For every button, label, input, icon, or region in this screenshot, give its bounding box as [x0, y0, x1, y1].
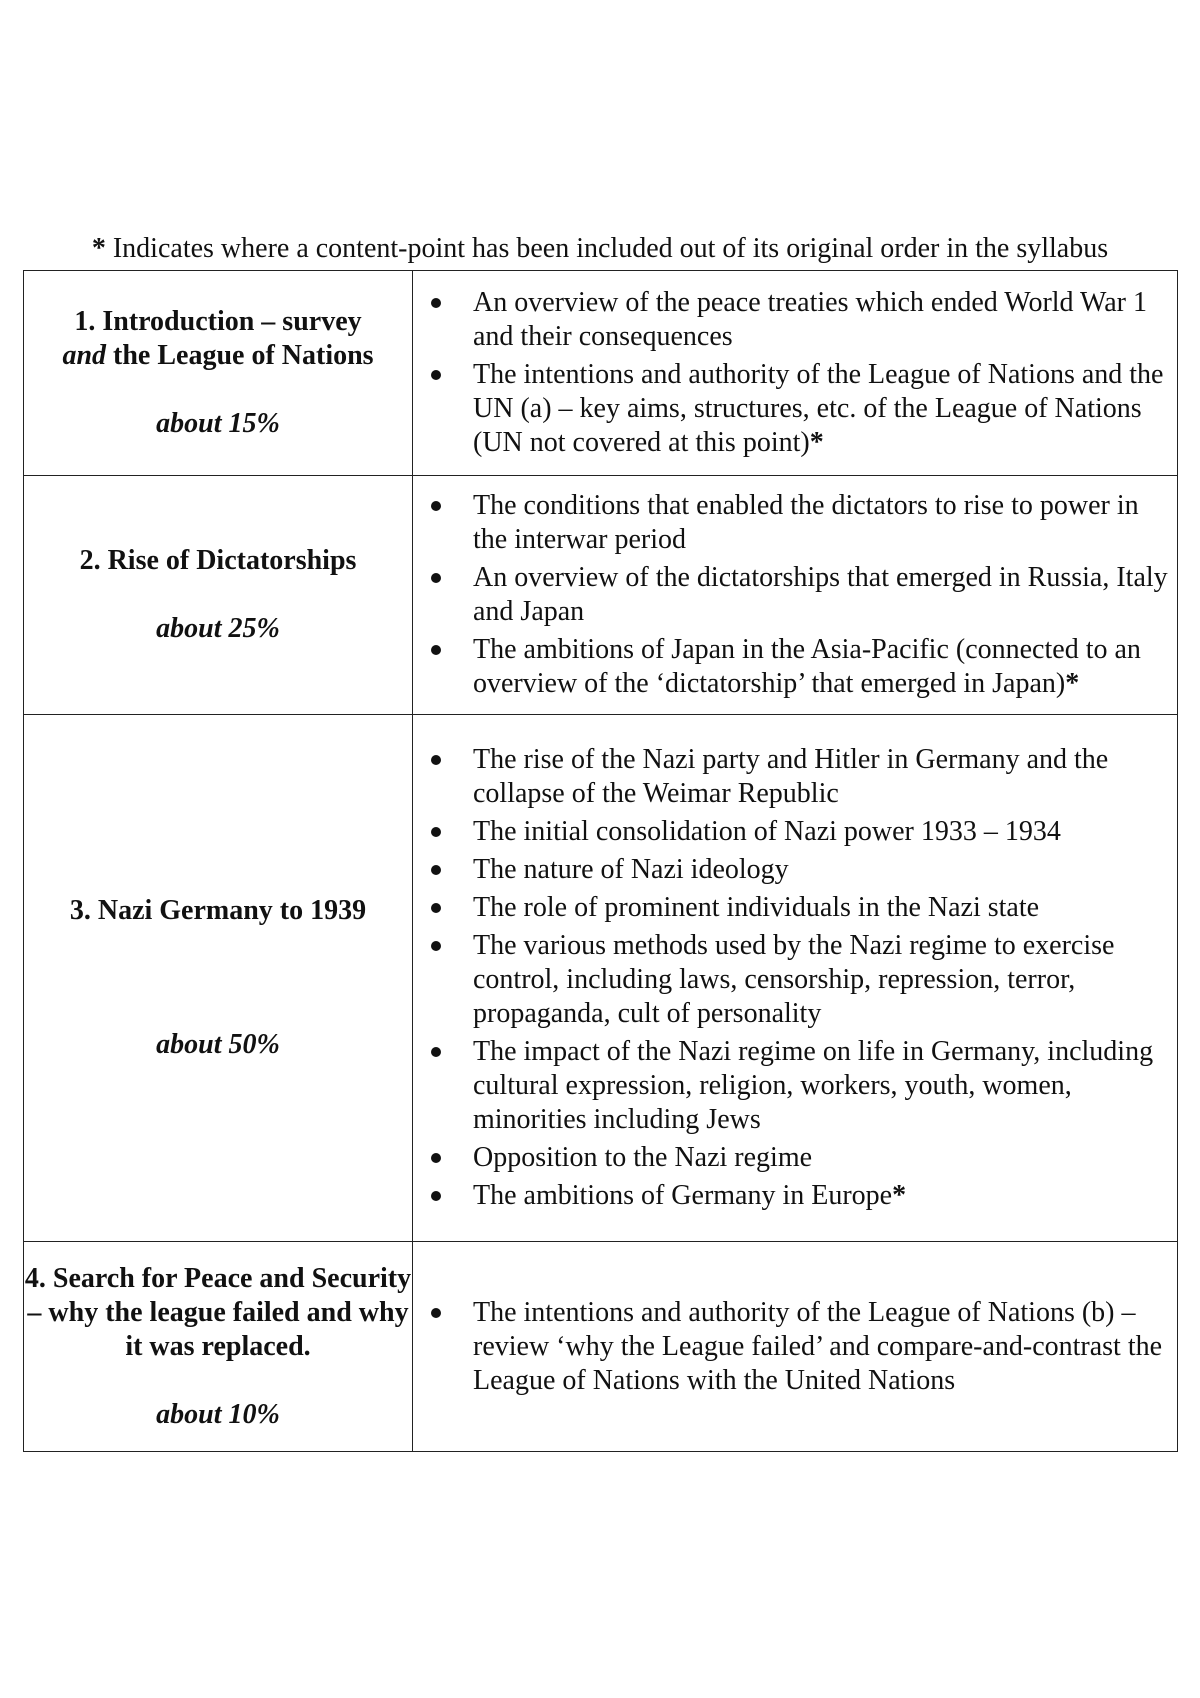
list-item: [413, 1035, 1177, 1137]
point-text: The rise of the Nazi party and Hitler in Germany and the collapse of the Weimar Republic: [473, 744, 1109, 809]
point-text: The intentions and authority of the League of Nations (b) – review ‘why the League failed’ and compare-and-contrast the League of Nations with the United Nations: [473, 1296, 1163, 1396]
bullet-icon: [431, 1308, 441, 1318]
table-row: [24, 1242, 1178, 1452]
section-title: 2. Rise of Dictatorships: [79, 545, 357, 576]
list-item: [413, 561, 1177, 629]
list-item: [413, 633, 1177, 701]
bullet-icon: [431, 573, 441, 583]
content-point-list: [413, 743, 1177, 1213]
point-text: The ambitions of Germany in Europe: [473, 1180, 893, 1211]
section-title: 4. Search for Peace and Security – why the league failed and why it was replaced.: [24, 1262, 412, 1362]
bullet-icon: [431, 1047, 441, 1057]
point-text: The role of prominent individuals in the Nazi state: [473, 892, 1040, 923]
point-text: Opposition to the Nazi regime: [473, 1142, 813, 1173]
point-text: An overview of the peace treaties which ended World War 1 and their consequences: [473, 287, 1147, 352]
point-text: The various methods used by the Nazi regime to exercise control, including laws, censorship, repression, terror, propaganda, cult of personality: [473, 930, 1115, 1029]
section-heading-cell: [24, 476, 413, 715]
bullet-icon: [431, 755, 441, 765]
section-content-cell: [413, 476, 1178, 715]
bullet-icon: [431, 298, 441, 308]
point-text: The initial consolidation of Nazi power 1933 – 1934: [473, 816, 1061, 847]
asterisk-marker: *: [91, 233, 106, 264]
list-item: [413, 358, 1177, 460]
bullet-icon: [431, 1153, 441, 1163]
table-row: [24, 715, 1178, 1242]
point-text: The intentions and authority of the League of Nations and the UN (a) – key aims, structures, etc. of the League of Nations (UN not covered at this point): [473, 359, 1164, 458]
section-title-part: the League of Nations: [106, 340, 374, 371]
list-item: [413, 743, 1177, 811]
list-item: [413, 891, 1177, 925]
section-content-cell: [413, 1242, 1178, 1452]
footnote-legend: [0, 232, 1200, 266]
bullet-icon: [431, 370, 441, 380]
bullet-icon: [431, 501, 441, 511]
list-item: [413, 1179, 1177, 1213]
footnote-text: Indicates where a content-point has been included out of its original order in the syllabus: [105, 233, 1109, 264]
section-heading-cell: [24, 715, 413, 1242]
point-text: The ambitions of Japan in the Asia-Pacific (connected to an overview of the ‘dictatorship’ that emerged in Japan): [473, 634, 1141, 699]
section-title: 3. Nazi Germany to 1939: [69, 895, 367, 926]
section-heading-cell: [24, 1242, 413, 1452]
bullet-icon: [431, 941, 441, 951]
section-title-part: 1. Introduction – survey: [74, 306, 362, 337]
list-item: [413, 489, 1177, 557]
section-title-emphasis: and: [62, 340, 107, 371]
section-title: [24, 305, 412, 373]
section-heading-cell: [24, 271, 413, 476]
list-item: [413, 1141, 1177, 1175]
list-item: [413, 286, 1177, 354]
bullet-icon: [431, 903, 441, 913]
table-row: [24, 476, 1178, 715]
section-percent: about 15%: [156, 408, 280, 439]
point-text: The conditions that enabled the dictators to rise to power in the interwar period: [473, 490, 1139, 555]
section-percent: about 25%: [156, 613, 280, 644]
list-item: [413, 929, 1177, 1031]
content-point-list: [413, 286, 1177, 460]
content-point-list: [413, 489, 1177, 701]
list-item: [413, 853, 1177, 887]
asterisk-marker: *: [809, 427, 824, 458]
section-percent: about 10%: [156, 1398, 280, 1430]
asterisk-marker: *: [892, 1180, 907, 1211]
point-text: The nature of Nazi ideology: [473, 854, 789, 885]
bullet-icon: [431, 827, 441, 837]
table-row: [24, 271, 1178, 476]
point-text: The impact of the Nazi regime on life in Germany, including cultural expression, religion, workers, youth, women, minorities including Jews: [473, 1036, 1154, 1135]
section-percent: about 50%: [156, 1029, 280, 1060]
asterisk-marker: *: [1065, 668, 1080, 699]
list-item: [413, 815, 1177, 849]
list-item: [413, 1296, 1177, 1398]
bullet-icon: [431, 645, 441, 655]
point-text: An overview of the dictatorships that emerged in Russia, Italy and Japan: [473, 562, 1168, 627]
bullet-icon: [431, 1191, 441, 1201]
section-content-cell: [413, 271, 1178, 476]
syllabus-table: [23, 270, 1178, 1452]
section-content-cell: [413, 715, 1178, 1242]
content-point-list: [413, 1296, 1177, 1398]
bullet-icon: [431, 865, 441, 875]
